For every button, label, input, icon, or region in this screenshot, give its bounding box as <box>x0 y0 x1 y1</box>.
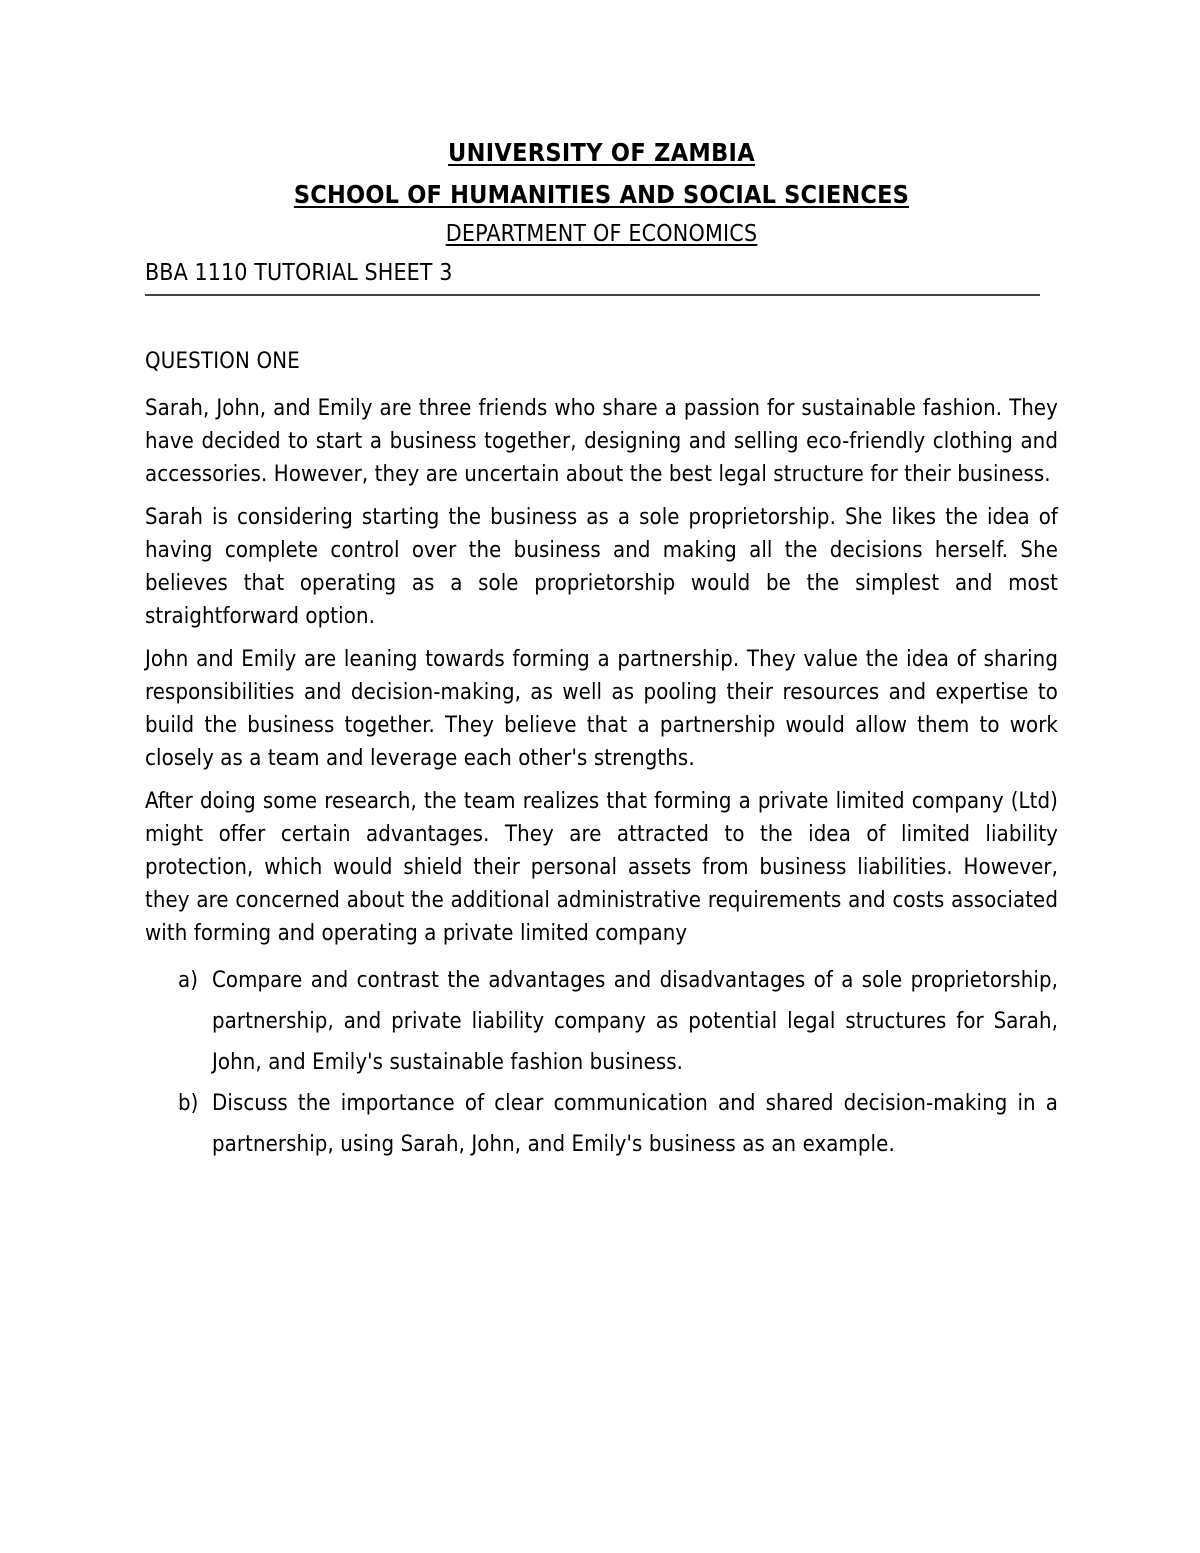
department-heading <box>145 219 1058 249</box>
department-heading-text: DEPARTMENT OF ECONOMICS <box>445 221 758 247</box>
header-divider <box>145 294 1040 296</box>
question-one-title: QUESTION ONE <box>145 348 301 374</box>
question-paragraph-1: Sarah, John, and Emily are three friends who share a passion for sustainable fashion. They have decided to start a business together, designing and selling eco-friendly clothing and accessories. However, they are uncertain about the best legal structure for their business. <box>145 395 1058 487</box>
sub-question-a-marker: a) <box>178 967 199 993</box>
sub-question-a <box>145 960 1058 1083</box>
sub-question-b-marker: b) <box>178 1090 199 1116</box>
school-heading <box>145 178 1058 211</box>
document-content <box>145 136 1058 1165</box>
sub-question-list <box>145 960 1058 1165</box>
sub-question-b-text: Discuss the importance of clear communication and shared decision-making in a partnership, using Sarah, John, and Emily's business as an example. <box>212 1090 1058 1157</box>
sub-question-a-text: Compare and contrast the advantages and disadvantages of a sole proprietorship, partnership, and private liability company as potential legal structures for Sarah, John, and Emily's sustainable fashion business. <box>212 967 1058 1075</box>
tutorial-sheet-title: BBA 1110 TUTORIAL SHEET 3 <box>145 260 453 287</box>
question-paragraph-3: John and Emily are leaning towards forming a partnership. They value the idea of sharing responsibilities and decision-making, as well as pooling their resources and expertise to build the business together. They believe that a partnership would allow them to work closely as a team and leverage each other's strengths. <box>145 646 1058 771</box>
question-paragraph-2: Sarah is considering starting the business as a sole proprietorship. She likes the idea of having complete control over the business and making all the decisions herself. She believes that operating as a sole proprietorship would be the simplest and most straightforward option. <box>145 504 1058 629</box>
question-paragraph-4: After doing some research, the team realizes that forming a private limited company (Ltd) might offer certain advantages. They are attracted to the idea of limited liability protection, which would shield their personal assets from business liabilities. However, they are concerned about the additional administrative requirements and costs associated with forming and operating a private limited company <box>145 788 1058 946</box>
school-heading-text: SCHOOL OF HUMANITIES AND SOCIAL SCIENCES <box>293 180 910 209</box>
sub-question-b <box>145 1083 1058 1165</box>
university-heading-text: UNIVERSITY OF ZAMBIA <box>448 138 755 167</box>
university-heading <box>145 136 1058 169</box>
